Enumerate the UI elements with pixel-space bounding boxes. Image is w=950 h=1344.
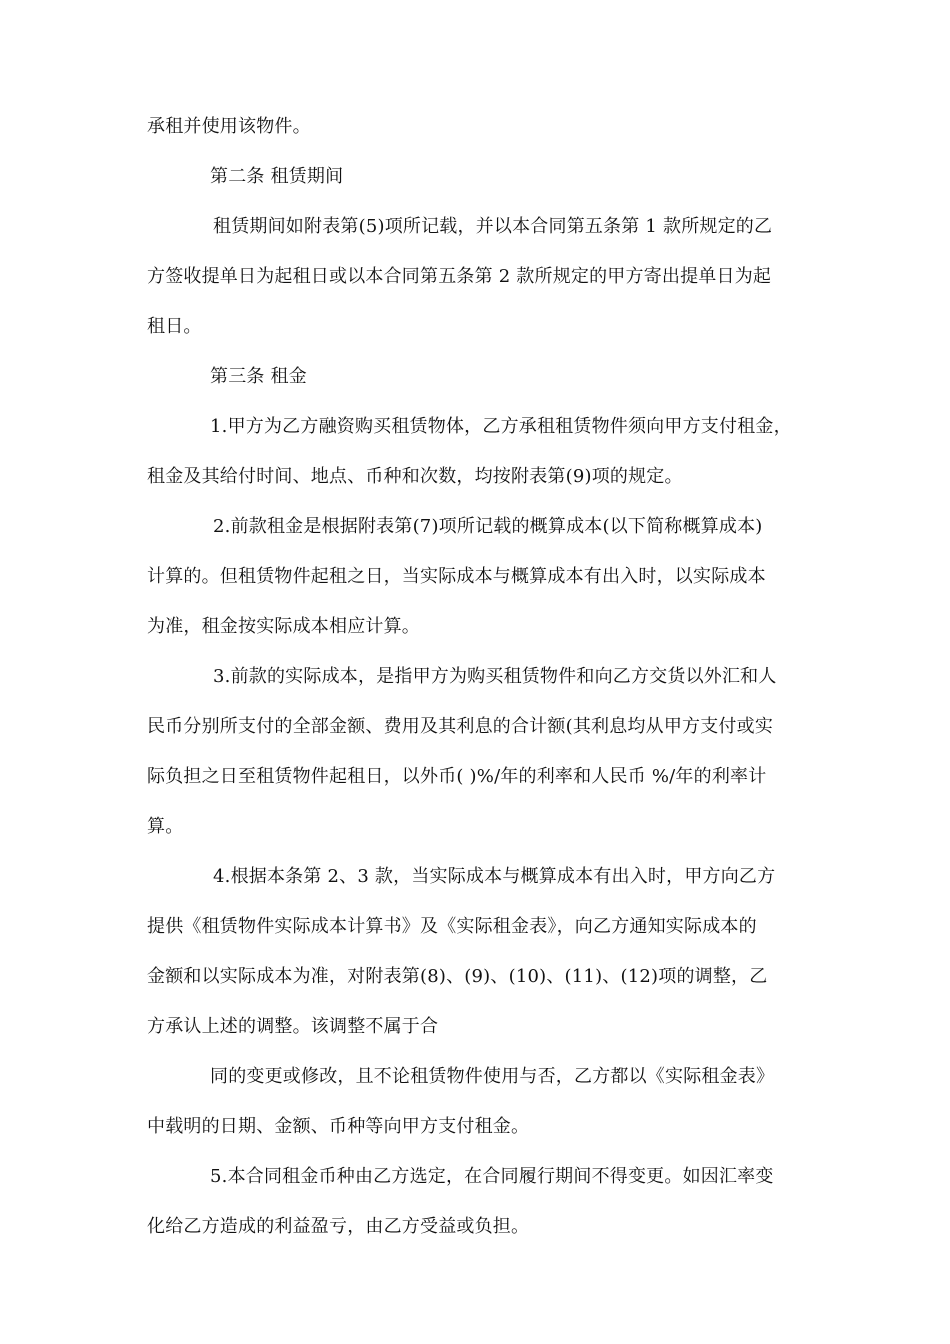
paragraph-line: 承租并使用该物件。 bbox=[147, 116, 311, 137]
paragraph-line: 1.甲方为乙方融资购买租赁物体，乙方承租租赁物件须向甲方支付租金， bbox=[210, 416, 792, 437]
article-heading: 第二条 租赁期间 bbox=[210, 166, 344, 187]
paragraph-line: 提供《租赁物件实际成本计算书》及《实际租金表》，向乙方通知实际成本的 bbox=[147, 916, 757, 937]
paragraph-line: 5.本合同租金币种由乙方选定，在合同履行期间不得变更。如因汇率变 bbox=[210, 1166, 774, 1187]
paragraph-line: 化给乙方造成的利益盈亏，由乙方受益或负担。 bbox=[147, 1216, 530, 1237]
paragraph-line: 4.根据本条第 2、3 款，当实际成本与概算成本有出入时，甲方向乙方 bbox=[213, 866, 776, 887]
paragraph-line: 2.前款租金是根据附表第(7)项所记载的概算成本(以下简称概算成本) bbox=[213, 516, 763, 537]
paragraph-line: 计算的。但租赁物件起租之日，当实际成本与概算成本有出入时，以实际成本 bbox=[147, 566, 766, 587]
paragraph-line: 民币分别所支付的全部金额、费用及其利息的合计额(其利息均从甲方支付或实 bbox=[147, 716, 774, 737]
paragraph-line: 中载明的日期、金额、币种等向甲方支付租金。 bbox=[147, 1116, 530, 1137]
paragraph-line: 租赁期间如附表第(5)项所记载，并以本合同第五条第 1 款所规定的乙 bbox=[213, 216, 773, 237]
paragraph-line: 3.前款的实际成本，是指甲方为购买租赁物件和向乙方交货以外汇和人 bbox=[213, 666, 777, 687]
paragraph-line: 际负担之日至租赁物件起租日，以外币( )%/年的利率和人民币 %/年的利率计 bbox=[147, 766, 767, 787]
paragraph-line: 方承认上述的调整。该调整不属于合 bbox=[147, 1016, 439, 1037]
paragraph-line: 租金及其给付时间、地点、币种和次数，均按附表第(9)项的规定。 bbox=[147, 466, 683, 487]
paragraph-line: 租日。 bbox=[147, 316, 202, 337]
paragraph-line: 为准，租金按实际成本相应计算。 bbox=[147, 616, 420, 637]
paragraph-line: 算。 bbox=[147, 816, 184, 837]
paragraph-line: 同的变更或修改，且不论租赁物件使用与否，乙方都以《实际租金表》 bbox=[210, 1066, 775, 1087]
article-heading: 第三条 租金 bbox=[210, 366, 307, 387]
paragraph-line: 金额和以实际成本为准，对附表第(8)、(9)、(10)、(11)、(12)项的调整，乙 bbox=[147, 966, 768, 987]
paragraph-line: 方签收提单日为起租日或以本合同第五条第 2 款所规定的甲方寄出提单日为起 bbox=[147, 266, 772, 287]
